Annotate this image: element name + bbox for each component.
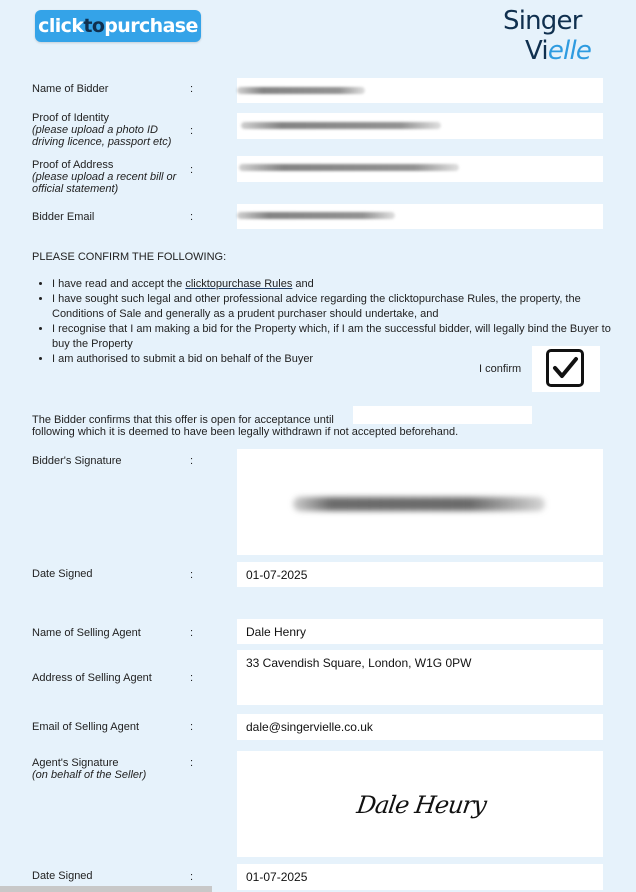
bidder-email-field[interactable]	[237, 204, 603, 229]
confirmation-item: • I have sought such legal and other professional advice regarding the clicktopurchase Rules, the property, the Conditions of Sale and generally as a prudent purchaser should undertake, and	[52, 292, 622, 322]
proof-of-identity-title: Proof of Identity	[32, 112, 110, 124]
confirmation-text: I have read and accept the	[52, 278, 186, 290]
colon: :	[190, 164, 194, 176]
name-of-bidder-label: Name of Bidder	[32, 83, 109, 95]
agent-signature: Dale Heury	[355, 791, 488, 819]
horizontal-scrollbar[interactable]	[0, 886, 212, 892]
confirm-checkbox-area[interactable]	[532, 346, 600, 392]
proof-of-address-label	[32, 159, 182, 195]
redacted-signature	[293, 497, 545, 511]
name-of-bidder-field[interactable]	[237, 78, 603, 103]
colon: :	[190, 455, 194, 467]
selling-agent-name-field[interactable]: Dale Henry	[237, 619, 603, 644]
date-signed-field[interactable]: 01-07-2025	[237, 562, 603, 587]
bidder-email-label: Bidder Email	[32, 211, 95, 223]
bidders-signature-box[interactable]	[237, 449, 603, 555]
offer-line-1: The Bidder confirms that this offer is open for acceptance until	[32, 414, 334, 426]
colon: :	[190, 721, 194, 733]
colon: :	[190, 125, 194, 137]
colon: :	[190, 627, 194, 639]
proof-of-address-hint: (please upload a recent bill or official statement)	[32, 171, 177, 195]
i-confirm-label: I confirm	[479, 363, 522, 375]
logo-part-click: click	[38, 15, 84, 37]
bidders-signature-label: Bidder's Signature	[32, 455, 122, 467]
confirm-checkbox[interactable]	[546, 349, 584, 387]
redacted-text	[237, 87, 365, 94]
rules-link[interactable]: clicktopurchase Rules	[185, 278, 293, 290]
singervielle-logo	[503, 6, 603, 66]
logo-part-to: to	[83, 15, 105, 37]
proof-of-address-upload[interactable]	[237, 156, 603, 182]
clicktopurchase-logo	[35, 10, 201, 42]
redacted-text	[239, 164, 459, 171]
colon: :	[190, 83, 194, 95]
colon: :	[190, 757, 194, 769]
colon: :	[190, 672, 194, 684]
selling-agent-name-label: Name of Selling Agent	[32, 627, 141, 639]
colon: :	[190, 569, 194, 581]
date-signed-label: Date Signed	[32, 568, 93, 580]
selling-agent-address-label: Address of Selling Agent	[32, 672, 152, 684]
logo-vielle	[503, 36, 603, 66]
confirmation-text: and	[292, 278, 314, 290]
logo-part-purchase: purchase	[104, 15, 198, 37]
proof-of-identity-hint: (please upload a photo ID driving licence, passport etc)	[32, 124, 172, 148]
selling-agent-email-field[interactable]: dale@singervielle.co.uk	[237, 714, 603, 740]
agents-signature-label	[32, 757, 182, 781]
date-signed-label: Date Signed	[32, 870, 93, 882]
selling-agent-email-label: Email of Selling Agent	[32, 721, 140, 733]
proof-of-address-title: Proof of Address	[32, 159, 114, 171]
agents-signature-hint: (on behalf of the Seller)	[32, 769, 147, 781]
proof-of-identity-upload[interactable]	[237, 113, 603, 139]
confirmation-item: • I am authorised to submit a bid on behalf of the Buyer	[52, 352, 622, 367]
offer-line-2: following which it is deemed to have been legally withdrawn if not accepted beforehand.	[32, 426, 459, 438]
logo-elle: elle	[547, 36, 592, 66]
redacted-text	[237, 212, 395, 219]
agents-signature-title: Agent's Signature	[32, 757, 119, 769]
confirm-heading: PLEASE CONFIRM THE FOLLOWING:	[32, 251, 227, 263]
selling-agent-address-field[interactable]: 33 Cavendish Square, London, W1G 0PW	[237, 650, 603, 705]
redacted-text	[241, 122, 441, 129]
logo-vi: Vi	[525, 36, 548, 66]
confirmation-item	[52, 277, 622, 292]
offer-until-field[interactable]	[353, 406, 532, 424]
confirmation-item: • I recognise that I am making a bid for the Property which, if I am the successful bidder, will legally bind the Buyer to buy the Property	[52, 322, 622, 352]
colon: :	[190, 871, 194, 883]
agents-signature-box[interactable]	[237, 751, 603, 857]
logo-singer: Singer	[503, 6, 582, 36]
proof-of-identity-label	[32, 112, 192, 148]
date-signed-field[interactable]: 01-07-2025	[237, 864, 603, 890]
colon: :	[190, 211, 194, 223]
checkmark-icon	[549, 352, 581, 384]
